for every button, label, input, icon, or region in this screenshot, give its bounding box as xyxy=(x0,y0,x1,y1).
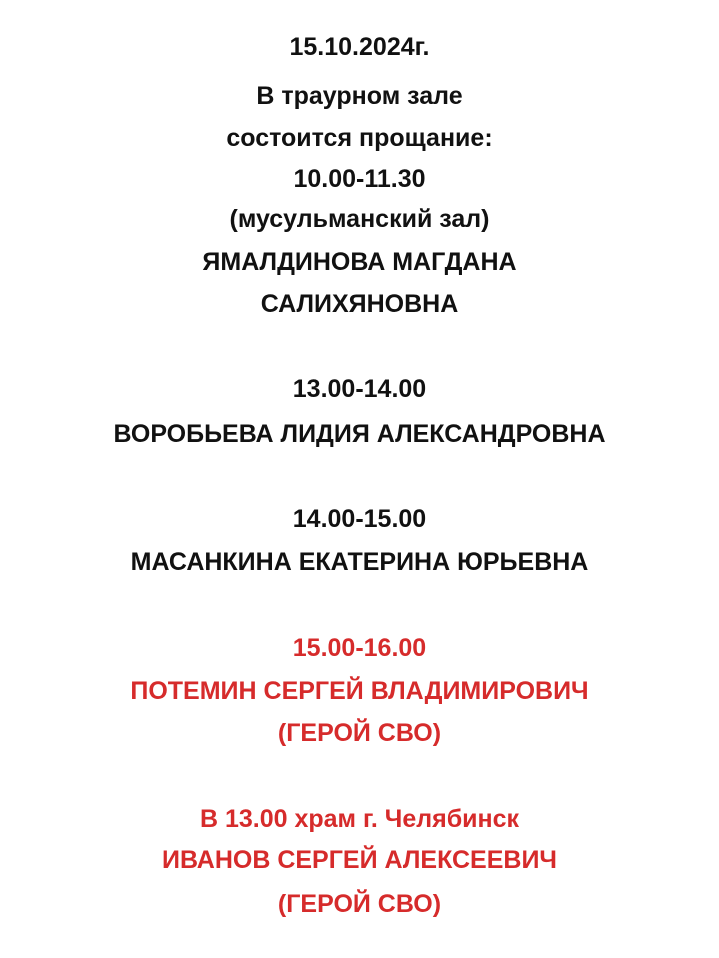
entry-1-name-line-2: САЛИХЯНОВНА xyxy=(260,290,459,318)
announcement-date: 15.10.2024г. xyxy=(289,33,430,61)
entry-5-time: В 13.00 храм г. Челябинск xyxy=(199,805,520,833)
entry-5-note: (ГЕРОЙ СВО) xyxy=(277,890,442,918)
entry-1-time: 10.00-11.30 xyxy=(293,165,426,193)
entry-2-name: ВОРОБЬЕВА ЛИДИЯ АЛЕКСАНДРОВНА xyxy=(113,420,606,448)
entry-1-note: (мусульманский зал) xyxy=(229,205,490,233)
entry-2-time: 13.00-14.00 xyxy=(292,375,427,403)
entry-3-time: 14.00-15.00 xyxy=(292,505,427,533)
entry-5-name: ИВАНОВ СЕРГЕЙ АЛЕКСЕЕВИЧ xyxy=(162,846,557,874)
entry-3-name: МАСАНКИНА ЕКАТЕРИНА ЮРЬЕВНА xyxy=(130,548,589,576)
announcement-intro-line-1: В траурном зале xyxy=(256,82,463,110)
announcement-intro-line-2: состоится прощание: xyxy=(226,124,493,152)
entry-4-note: (ГЕРОЙ СВО) xyxy=(277,719,442,747)
entry-1-name-line-1: ЯМАЛДИНОВА МАГДАНА xyxy=(202,248,517,276)
entry-4-name: ПОТЕМИН СЕРГЕЙ ВЛАДИМИРОВИЧ xyxy=(130,677,589,705)
entry-4-time: 15.00-16.00 xyxy=(292,634,427,662)
